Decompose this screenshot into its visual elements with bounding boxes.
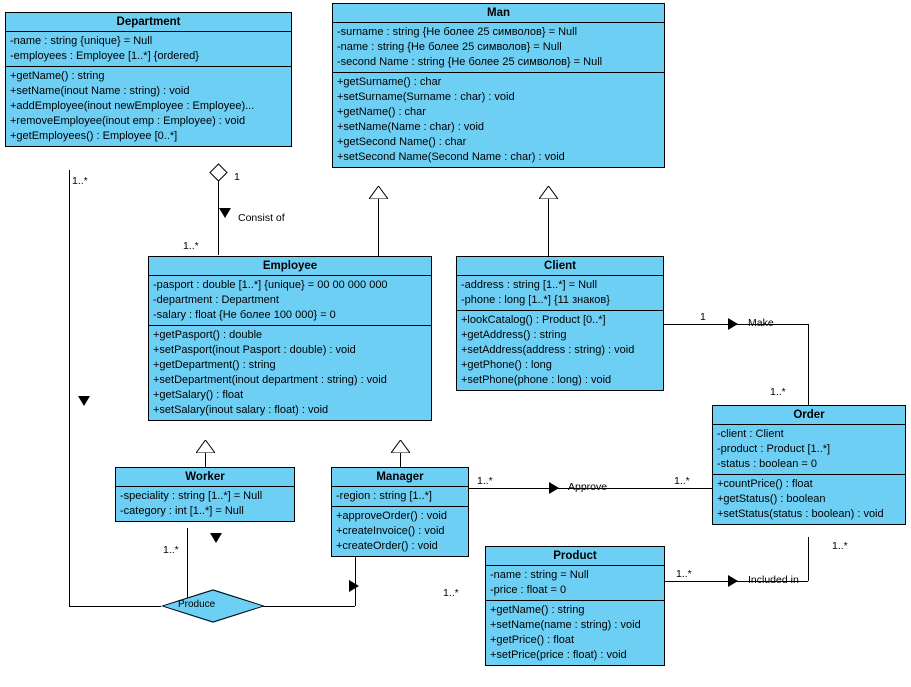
- multiplicity-client-make: 1: [700, 311, 706, 323]
- class-man-operations: [333, 73, 664, 167]
- label-approve: Approve: [568, 481, 608, 493]
- class-employee-title: Employee: [149, 257, 431, 276]
- attribute-row: -pasport : double [1..*] {unique} = 00 00 000 000: [153, 279, 388, 291]
- class-order-operations: [713, 475, 905, 524]
- operation-row: +getSalary() : float: [153, 389, 244, 401]
- generalization-arrow-icon: [369, 186, 388, 199]
- class-department[interactable]: [5, 12, 292, 147]
- attribute-row: -surname : string {Не более 25 символов} = Null: [337, 26, 578, 38]
- multiplicity-order-make: 1..*: [770, 386, 786, 398]
- generalization-arrow-manager-employee: [391, 440, 410, 458]
- class-client-operations: [457, 311, 663, 390]
- class-manager-operations: [332, 507, 468, 556]
- class-man-attributes: [333, 23, 664, 73]
- operation-row: +setName(Name : char) : void: [337, 121, 485, 133]
- class-man-title: Man: [333, 4, 664, 23]
- label-included-in: Included in: [748, 574, 799, 586]
- operation-row: +getAddress() : string: [461, 329, 567, 341]
- operation-row: +setSurname(Surname : char) : void: [337, 91, 515, 103]
- operation-row: +getSecond Name() : char: [337, 136, 467, 148]
- class-employee-operations: [149, 326, 431, 420]
- multiplicity-order-included: 1..*: [832, 540, 848, 552]
- class-manager-attributes: [332, 487, 468, 507]
- multiplicity-department-left: 1..*: [72, 175, 88, 187]
- manager-produce-direction-arrow: [349, 580, 359, 592]
- edge-order-included-v: [808, 537, 809, 581]
- edge-department-produce-h: [69, 606, 161, 607]
- class-order-title: Order: [713, 406, 905, 425]
- class-man[interactable]: [332, 3, 665, 168]
- attribute-row: -name : string {unique} = Null: [10, 35, 153, 47]
- approve-direction-arrow: [549, 482, 559, 494]
- multiplicity-manager-produce: 1..*: [443, 587, 459, 599]
- attribute-row: -phone : long [1..*] {11 знаков}: [461, 294, 610, 306]
- attribute-row: -speciality : string [1..*] = Null: [120, 490, 263, 502]
- operation-row: +getPasport() : double: [153, 329, 263, 341]
- operation-row: +lookCatalog() : Product [0..*]: [461, 314, 606, 326]
- label-consist-of: Consist of: [238, 212, 285, 224]
- operation-row: +createOrder() : void: [336, 540, 438, 552]
- attribute-row: -name : string = Null: [490, 569, 589, 581]
- operation-row: +getPhone() : long: [461, 359, 552, 371]
- class-manager-title: Manager: [332, 468, 468, 487]
- class-manager[interactable]: [331, 467, 469, 557]
- attribute-row: -second Name : string {Не более 25 символов} = Null: [337, 56, 603, 68]
- generalization-arrow-icon: [391, 440, 410, 453]
- operation-row: +getEmployees() : Employee [0..*]: [10, 130, 178, 142]
- operation-row: +getName() : string: [490, 604, 585, 616]
- class-client-title: Client: [457, 257, 663, 276]
- class-employee[interactable]: [148, 256, 432, 421]
- operation-row: +getName() : char: [337, 106, 426, 118]
- operation-row: +setName(inout Name : string) : void: [10, 85, 190, 97]
- attribute-row: -status : boolean = 0: [717, 458, 817, 470]
- attribute-row: -region : string [1..*]: [336, 490, 432, 502]
- attribute-row: -employees : Employee [1..*] {ordered}: [10, 50, 199, 62]
- class-product-title: Product: [486, 547, 664, 566]
- generalization-arrow-icon: [539, 186, 558, 199]
- attribute-row: -product : Product [1..*]: [717, 443, 831, 455]
- multiplicity-manager-approve: 1..*: [477, 475, 493, 487]
- class-product[interactable]: [485, 546, 665, 666]
- aggregation-diamond-department: [209, 163, 227, 181]
- edge-worker-produce-v: [187, 528, 188, 606]
- generalization-arrow-icon: [196, 440, 215, 453]
- operation-row: +getStatus() : boolean: [717, 493, 826, 505]
- label-make: Make: [748, 317, 774, 329]
- class-client-attributes: [457, 276, 663, 311]
- worker-produce-direction-arrow: [210, 533, 222, 543]
- make-direction-arrow: [728, 318, 738, 330]
- operation-row: +setStatus(status : boolean) : void: [717, 508, 884, 520]
- multiplicity-order-approve: 1..*: [674, 475, 690, 487]
- attribute-row: -department : Department: [153, 294, 279, 306]
- generalization-arrow-employee-man: [369, 186, 388, 204]
- operation-row: +approveOrder() : void: [336, 510, 447, 522]
- operation-row: +getSurname() : char: [337, 76, 442, 88]
- operation-row: +setName(name : string) : void: [490, 619, 641, 631]
- attribute-row: -category : int [1..*] = Null: [120, 505, 244, 517]
- class-product-operations: [486, 601, 664, 665]
- label-produce: Produce: [178, 599, 216, 610]
- class-worker-title: Worker: [116, 468, 294, 487]
- attribute-row: -salary : float {Не более 100 000} = 0: [153, 309, 336, 321]
- multiplicity-employee-top: 1..*: [183, 240, 199, 252]
- attribute-row: -address : string [1..*] = Null: [461, 279, 598, 291]
- class-worker-attributes: [116, 487, 294, 521]
- multiplicity-department-aggregation: 1: [234, 171, 240, 183]
- consist-of-direction-arrow: [219, 208, 231, 218]
- operation-row: +addEmployee(inout newEmployee : Employee)...: [10, 100, 255, 112]
- class-employee-attributes: [149, 276, 431, 326]
- class-department-operations: [6, 67, 291, 146]
- edge-make-order-v: [808, 324, 809, 405]
- attribute-row: -client : Client: [717, 428, 784, 440]
- operation-row: +setAddress(address : string) : void: [461, 344, 635, 356]
- department-produce-direction-arrow: [78, 396, 90, 406]
- included-in-direction-arrow: [728, 575, 738, 587]
- operation-row: +setPrice(price : float) : void: [490, 649, 627, 661]
- class-department-attributes: [6, 32, 291, 67]
- edge-department-produce-v: [69, 170, 70, 606]
- class-worker[interactable]: [115, 467, 295, 522]
- operation-row: +setSecond Name(Second Name : char) : void: [337, 151, 565, 163]
- class-department-title: Department: [6, 13, 291, 32]
- attribute-row: -name : string {Не более 25 символов} = Null: [337, 41, 562, 53]
- class-product-attributes: [486, 566, 664, 601]
- operation-row: +removeEmployee(inout emp : Employee) : void: [10, 115, 246, 127]
- operation-row: +setPhone(phone : long) : void: [461, 374, 612, 386]
- generalization-arrow-worker-employee: [196, 440, 215, 458]
- class-order-attributes: [713, 425, 905, 475]
- class-order[interactable]: [712, 405, 906, 525]
- operation-row: +setPasport(inout Pasport : double) : void: [153, 344, 356, 356]
- operation-row: +getPrice() : float: [490, 634, 575, 646]
- operation-row: +createInvoice() : void: [336, 525, 445, 537]
- operation-row: +setDepartment(inout department : string) : void: [153, 374, 387, 386]
- multiplicity-product-included: 1..*: [676, 568, 692, 580]
- operation-row: +getDepartment() : string: [153, 359, 276, 371]
- attribute-row: -price : float = 0: [490, 584, 567, 596]
- multiplicity-worker-produce: 1..*: [163, 544, 179, 556]
- class-client[interactable]: [456, 256, 664, 391]
- operation-row: +getName() : string: [10, 70, 105, 82]
- operation-row: +setSalary(inout salary : float) : void: [153, 404, 329, 416]
- generalization-arrow-client-man: [539, 186, 558, 204]
- operation-row: +countPrice() : float: [717, 478, 813, 490]
